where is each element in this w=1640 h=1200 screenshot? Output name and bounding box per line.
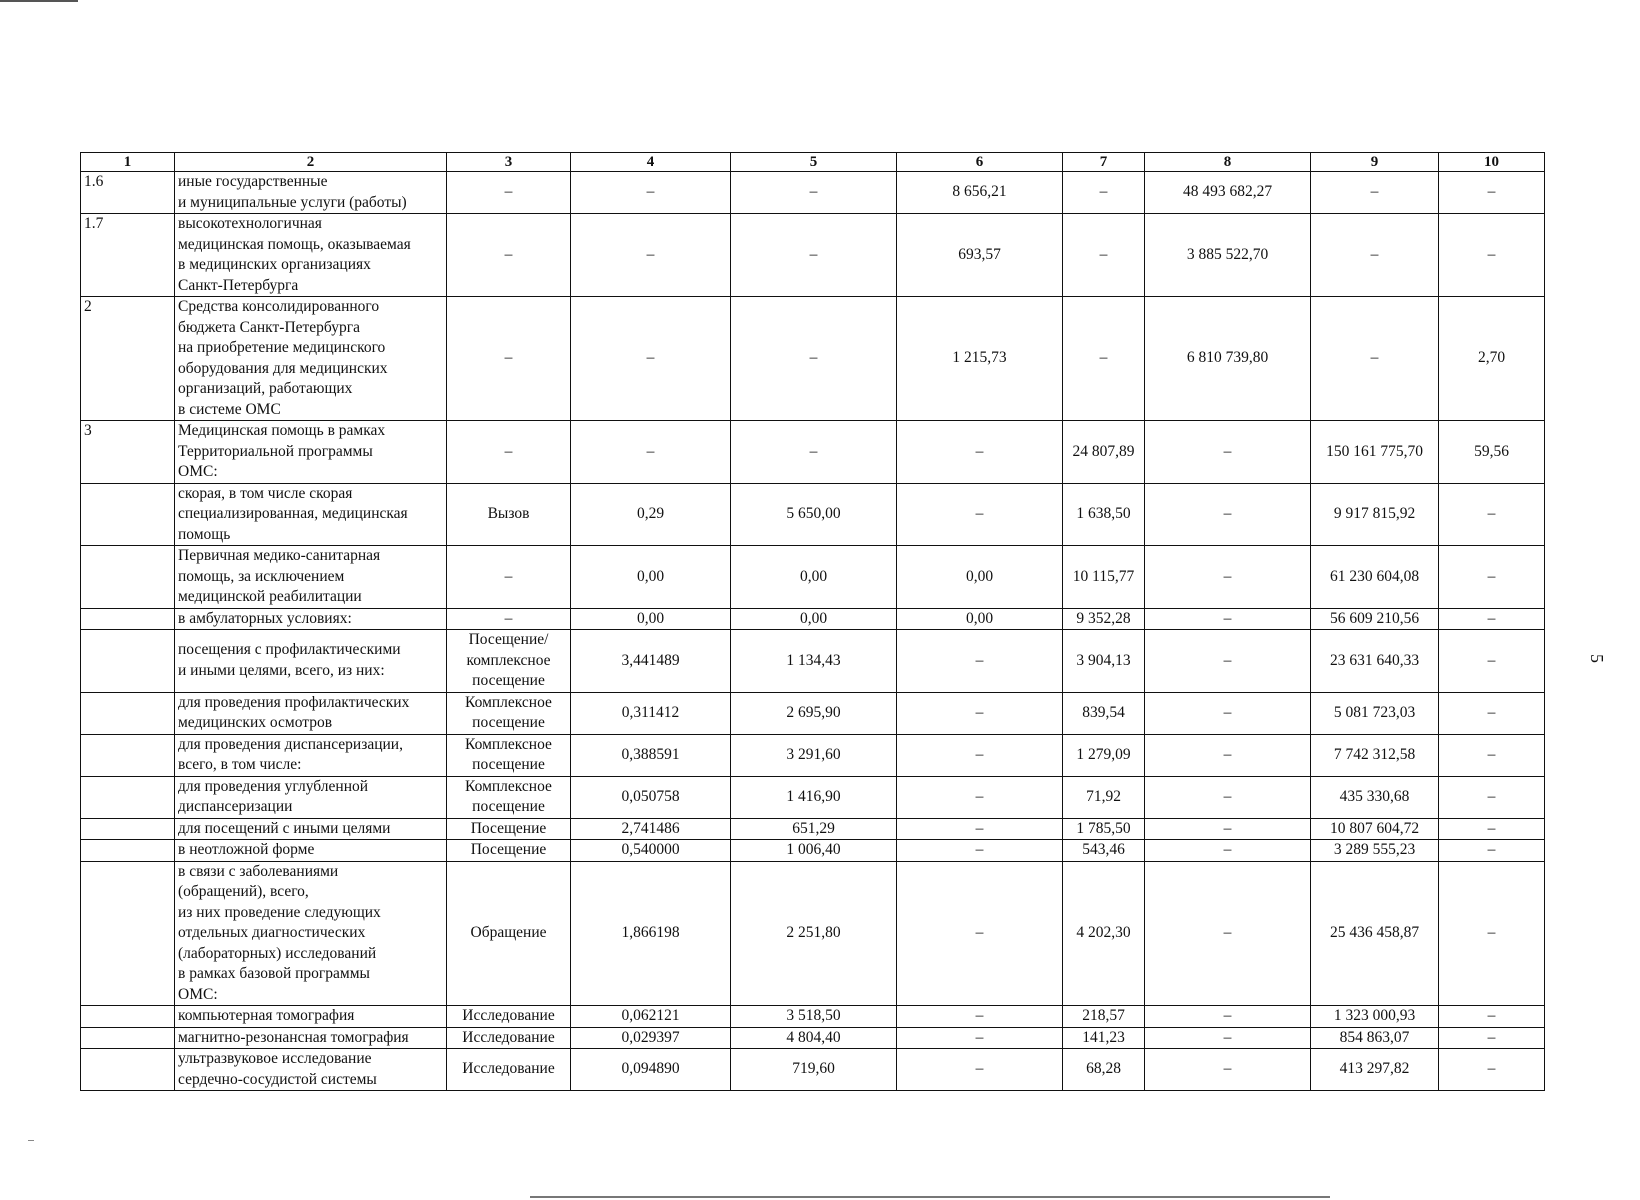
row-name-cell <box>175 608 447 630</box>
value-cell-5: – <box>731 297 897 421</box>
row-name-cell-line: (обращений), всего, <box>178 883 309 900</box>
row-name-cell-line: диспансеризации <box>178 798 293 815</box>
row-number-cell <box>81 861 175 1006</box>
value-cell-7: 10 115,77 <box>1063 546 1145 609</box>
value-cell-5: 1 006,40 <box>731 840 897 862</box>
row-name-cell-line: в неотложной форме <box>178 841 315 858</box>
value-cell-10: – <box>1439 1049 1545 1091</box>
row-name-cell-line: иные государственные <box>178 173 328 190</box>
value-cell-6: – <box>897 776 1063 818</box>
unit-cell <box>447 861 571 1006</box>
table-row <box>81 840 1545 862</box>
value-cell-7: 218,57 <box>1063 1006 1145 1028</box>
column-header: 3 <box>447 153 571 172</box>
unit-cell-line: посещение <box>472 672 545 689</box>
unit-cell-line: Исследование <box>462 1028 555 1046</box>
value-cell-5: – <box>731 214 897 297</box>
value-cell-8: – <box>1145 630 1311 693</box>
value-cell-10: – <box>1439 734 1545 776</box>
row-name-cell <box>175 421 447 484</box>
column-header: 2 <box>175 153 447 172</box>
scan-edge-mark-left <box>28 1140 34 1141</box>
value-cell-4: 0,00 <box>571 608 731 630</box>
value-cell-9: 56 609 210,56 <box>1311 608 1439 630</box>
value-cell-9: 1 323 000,93 <box>1311 1006 1439 1028</box>
table-row <box>81 1027 1545 1049</box>
unit-cell <box>447 214 571 297</box>
column-header: 4 <box>571 153 731 172</box>
value-cell-4: 0,540000 <box>571 840 731 862</box>
table-row <box>81 1049 1545 1091</box>
value-cell-7: 68,28 <box>1063 1049 1145 1091</box>
value-cell-6: – <box>897 692 1063 734</box>
row-name-cell-line: и иными целями, всего, из них: <box>178 661 385 679</box>
value-cell-6: – <box>897 1006 1063 1028</box>
value-cell-8: – <box>1145 421 1311 484</box>
row-name-cell-line: оборудования для медицинских <box>178 359 388 377</box>
row-name-cell-line: из них проведение следующих <box>178 903 381 921</box>
unit-cell <box>447 608 571 630</box>
value-cell-5: 0,00 <box>731 608 897 630</box>
row-name-cell-line: магнитно-резонансная томография <box>178 1028 409 1046</box>
table-body <box>81 153 1545 1091</box>
row-name-cell <box>175 861 447 1006</box>
row-name-cell-line: в медицинских организациях <box>178 256 371 273</box>
unit-cell <box>447 172 571 214</box>
page-number: 5 <box>1587 654 1607 663</box>
value-cell-7: 543,46 <box>1063 840 1145 862</box>
unit-cell-line: Исследование <box>462 1060 555 1078</box>
value-cell-6: – <box>897 483 1063 546</box>
value-cell-7: 9 352,28 <box>1063 608 1145 630</box>
unit-cell-line: Обращение <box>470 924 547 941</box>
row-name-cell-line: Средства консолидированного <box>178 298 380 315</box>
value-cell-6: 8 656,21 <box>897 172 1063 214</box>
value-cell-6: – <box>897 1027 1063 1049</box>
value-cell-9: 413 297,82 <box>1311 1049 1439 1091</box>
value-cell-8: 3 885 522,70 <box>1145 214 1311 297</box>
row-name-cell-line: для проведения диспансеризации, <box>178 735 403 753</box>
value-cell-7: 3 904,13 <box>1063 630 1145 693</box>
value-cell-6: – <box>897 861 1063 1006</box>
row-name-cell <box>175 297 447 421</box>
row-name-cell-line: на приобретение медицинского <box>178 339 386 356</box>
row-number-cell: 1.7 <box>81 214 175 297</box>
column-header: 8 <box>1145 153 1311 172</box>
table-row <box>81 861 1545 1006</box>
unit-cell <box>447 692 571 734</box>
value-cell-8: – <box>1145 840 1311 862</box>
value-cell-9: 150 161 775,70 <box>1311 421 1439 484</box>
row-number-cell <box>81 840 175 862</box>
row-name-cell-line: помощь <box>178 525 231 543</box>
value-cell-6: 1 215,73 <box>897 297 1063 421</box>
row-name-cell-line: Первичная медико-санитарная <box>178 547 381 564</box>
value-cell-8: – <box>1145 861 1311 1006</box>
unit-cell <box>447 297 571 421</box>
value-cell-6: – <box>897 421 1063 484</box>
unit-cell-line: посещение <box>472 714 545 731</box>
value-cell-7: 24 807,89 <box>1063 421 1145 484</box>
unit-cell-line: посещение <box>472 756 545 773</box>
row-number-cell <box>81 692 175 734</box>
value-cell-5: 1 416,90 <box>731 776 897 818</box>
unit-cell-line: Комплексное <box>465 693 552 711</box>
value-cell-5: 4 804,40 <box>731 1027 897 1049</box>
value-cell-4: 0,388591 <box>571 734 731 776</box>
row-number-cell <box>81 608 175 630</box>
value-cell-4: 2,741486 <box>571 818 731 840</box>
row-number-cell <box>81 1049 175 1091</box>
value-cell-7: 71,92 <box>1063 776 1145 818</box>
row-number-cell <box>81 734 175 776</box>
unit-cell <box>447 1049 571 1091</box>
value-cell-4: 3,441489 <box>571 630 731 693</box>
unit-cell-line: Посещение/ <box>468 631 549 648</box>
value-cell-10: – <box>1439 214 1545 297</box>
value-cell-7: – <box>1063 297 1145 421</box>
row-name-cell <box>175 1049 447 1091</box>
value-cell-10: – <box>1439 776 1545 818</box>
row-name-cell <box>175 818 447 840</box>
row-name-cell-line: в связи с заболеваниями <box>178 862 339 880</box>
value-cell-7: – <box>1063 172 1145 214</box>
row-name-cell-line: в системе ОМС <box>178 400 281 418</box>
row-name-cell-line: Территориальной программы <box>178 442 373 460</box>
table-row <box>81 692 1545 734</box>
unit-cell <box>447 776 571 818</box>
row-name-cell <box>175 734 447 776</box>
value-cell-6: 0,00 <box>897 608 1063 630</box>
row-number-cell: 2 <box>81 297 175 421</box>
value-cell-10: 59,56 <box>1439 421 1545 484</box>
value-cell-10: – <box>1439 630 1545 693</box>
value-cell-9: – <box>1311 214 1439 297</box>
value-cell-4: – <box>571 214 731 297</box>
value-cell-8: – <box>1145 1027 1311 1049</box>
table-row <box>81 214 1545 297</box>
value-cell-8: – <box>1145 734 1311 776</box>
value-cell-6: – <box>897 734 1063 776</box>
unit-cell-line: – <box>504 245 513 263</box>
value-cell-10: – <box>1439 1006 1545 1028</box>
table-row <box>81 630 1545 693</box>
row-number-cell <box>81 1006 175 1028</box>
row-name-cell-line: для посещений с иными целями <box>178 819 391 837</box>
unit-cell-line: Комплексное <box>465 777 552 795</box>
value-cell-6: 0,00 <box>897 546 1063 609</box>
value-cell-9: 61 230 604,08 <box>1311 546 1439 609</box>
value-cell-4: – <box>571 297 731 421</box>
value-cell-9: 854 863,07 <box>1311 1027 1439 1049</box>
row-name-cell-line: (лабораторных) исследований <box>178 944 377 962</box>
value-cell-9: 23 631 640,33 <box>1311 630 1439 693</box>
value-cell-8: – <box>1145 692 1311 734</box>
row-number-cell: 3 <box>81 421 175 484</box>
value-cell-5: 1 134,43 <box>731 630 897 693</box>
row-name-cell <box>175 776 447 818</box>
value-cell-7: 141,23 <box>1063 1027 1145 1049</box>
row-name-cell-line: для проведения углубленной <box>178 777 369 795</box>
table-row <box>81 172 1545 214</box>
row-name-cell-line: специализированная, медицинская <box>178 505 408 522</box>
value-cell-6: – <box>897 1049 1063 1091</box>
unit-cell <box>447 421 571 484</box>
value-cell-10: – <box>1439 483 1545 546</box>
row-number-cell <box>81 776 175 818</box>
value-cell-9: 7 742 312,58 <box>1311 734 1439 776</box>
row-name-cell-line: компьютерная томография <box>178 1007 355 1024</box>
row-name-cell-line: помощь, за исключением <box>178 567 345 585</box>
value-cell-5: 3 291,60 <box>731 734 897 776</box>
value-cell-9: 435 330,68 <box>1311 776 1439 818</box>
value-cell-5: 2 251,80 <box>731 861 897 1006</box>
value-cell-6: 693,57 <box>897 214 1063 297</box>
row-name-cell-line: высокотехнологичная <box>178 215 322 232</box>
column-header: 5 <box>731 153 897 172</box>
unit-cell-line: – <box>504 183 513 201</box>
column-header: 6 <box>897 153 1063 172</box>
row-name-cell <box>175 630 447 693</box>
row-name-cell <box>175 483 447 546</box>
row-name-cell <box>175 1006 447 1028</box>
value-cell-7: 4 202,30 <box>1063 861 1145 1006</box>
row-name-cell-line: в амбулаторных условиях: <box>178 609 352 627</box>
unit-cell-line: Вызов <box>487 505 530 522</box>
row-number-cell: 1.6 <box>81 172 175 214</box>
value-cell-10: – <box>1439 546 1545 609</box>
table-row <box>81 734 1545 776</box>
unit-cell <box>447 483 571 546</box>
unit-cell-line: Комплексное <box>465 735 552 753</box>
row-name-cell-line: скорая, в том числе скорая <box>178 484 353 502</box>
value-cell-6: – <box>897 818 1063 840</box>
row-name-cell-line: сердечно-сосудистой системы <box>178 1070 377 1088</box>
value-cell-10: – <box>1439 172 1545 214</box>
unit-cell <box>447 734 571 776</box>
unit-cell-line: – <box>504 567 513 585</box>
value-cell-8: – <box>1145 608 1311 630</box>
row-name-cell <box>175 214 447 297</box>
value-cell-4: 0,00 <box>571 546 731 609</box>
value-cell-9: 10 807 604,72 <box>1311 818 1439 840</box>
value-cell-9: – <box>1311 172 1439 214</box>
row-name-cell-line: в рамках базовой программы <box>178 965 370 982</box>
value-cell-10: – <box>1439 818 1545 840</box>
budget-table <box>80 152 1545 1091</box>
value-cell-4: 1,866198 <box>571 861 731 1006</box>
row-name-cell-line: ОМС: <box>178 463 218 480</box>
unit-cell-line: – <box>504 609 513 627</box>
table-row <box>81 776 1545 818</box>
value-cell-4: 0,094890 <box>571 1049 731 1091</box>
value-cell-8: 48 493 682,27 <box>1145 172 1311 214</box>
value-cell-4: 0,29 <box>571 483 731 546</box>
value-cell-7: 1 279,09 <box>1063 734 1145 776</box>
value-cell-5: 651,29 <box>731 818 897 840</box>
row-name-cell-line: ОМС: <box>178 985 218 1003</box>
row-name-cell-line: Санкт-Петербурга <box>178 276 299 294</box>
row-name-cell-line: и муниципальные услуги (работы) <box>178 193 407 211</box>
value-cell-4: 0,311412 <box>571 692 731 734</box>
row-number-cell <box>81 483 175 546</box>
value-cell-4: – <box>571 421 731 484</box>
row-name-cell-line: бюджета Санкт-Петербурга <box>178 318 360 336</box>
scan-edge-mark-bottom <box>530 1196 1330 1198</box>
table-row <box>81 546 1545 609</box>
scan-edge-mark-top <box>0 0 78 2</box>
row-number-cell <box>81 546 175 609</box>
column-header: 9 <box>1311 153 1439 172</box>
value-cell-9: 5 081 723,03 <box>1311 692 1439 734</box>
value-cell-10: 2,70 <box>1439 297 1545 421</box>
value-cell-4: 0,050758 <box>571 776 731 818</box>
value-cell-6: – <box>897 840 1063 862</box>
row-name-cell-line: медицинской реабилитации <box>178 588 362 605</box>
unit-cell <box>447 546 571 609</box>
unit-cell <box>447 1006 571 1028</box>
row-name-cell <box>175 1027 447 1049</box>
value-cell-5: 719,60 <box>731 1049 897 1091</box>
value-cell-10: – <box>1439 608 1545 630</box>
table-row <box>81 421 1545 484</box>
unit-cell <box>447 840 571 862</box>
value-cell-5: 2 695,90 <box>731 692 897 734</box>
value-cell-4: 0,029397 <box>571 1027 731 1049</box>
value-cell-5: 5 650,00 <box>731 483 897 546</box>
value-cell-7: – <box>1063 214 1145 297</box>
row-name-cell-line: посещения с профилактическими <box>178 641 401 659</box>
table-row <box>81 483 1545 546</box>
value-cell-7: 839,54 <box>1063 692 1145 734</box>
unit-cell-line: – <box>504 349 513 367</box>
row-name-cell-line: всего, в том числе: <box>178 756 302 773</box>
value-cell-8: – <box>1145 1049 1311 1091</box>
unit-cell-line: Исследование <box>462 1007 555 1024</box>
unit-cell <box>447 1027 571 1049</box>
unit-cell-line: – <box>504 442 513 460</box>
row-name-cell-line: отдельных диагностических <box>178 924 366 941</box>
value-cell-7: 1 638,50 <box>1063 483 1145 546</box>
value-cell-8: – <box>1145 483 1311 546</box>
row-name-cell-line: ультразвуковое исследование <box>178 1050 372 1067</box>
value-cell-5: – <box>731 172 897 214</box>
unit-cell-line: Посещение <box>470 819 547 837</box>
unit-cell <box>447 818 571 840</box>
table-row <box>81 608 1545 630</box>
value-cell-6: – <box>897 630 1063 693</box>
row-name-cell <box>175 840 447 862</box>
row-name-cell-line: Медицинская помощь в рамках <box>178 422 386 439</box>
row-number-cell <box>81 818 175 840</box>
column-header: 7 <box>1063 153 1145 172</box>
column-header: 10 <box>1439 153 1545 172</box>
value-cell-5: – <box>731 421 897 484</box>
value-cell-9: – <box>1311 297 1439 421</box>
value-cell-5: 3 518,50 <box>731 1006 897 1028</box>
row-name-cell-line: медицинских осмотров <box>178 714 333 731</box>
unit-cell-line: комплексное <box>466 651 551 669</box>
unit-cell <box>447 630 571 693</box>
row-number-cell <box>81 1027 175 1049</box>
row-name-cell-line: для проведения профилактических <box>178 693 410 711</box>
row-name-cell <box>175 546 447 609</box>
column-header: 1 <box>81 153 175 172</box>
row-name-cell <box>175 692 447 734</box>
value-cell-8: – <box>1145 818 1311 840</box>
value-cell-4: – <box>571 172 731 214</box>
value-cell-7: 1 785,50 <box>1063 818 1145 840</box>
row-number-cell <box>81 630 175 693</box>
value-cell-10: – <box>1439 840 1545 862</box>
unit-cell-line: посещение <box>472 798 545 815</box>
table-row <box>81 818 1545 840</box>
unit-cell-line: Посещение <box>470 841 547 858</box>
value-cell-10: – <box>1439 1027 1545 1049</box>
value-cell-9: 25 436 458,87 <box>1311 861 1439 1006</box>
value-cell-4: 0,062121 <box>571 1006 731 1028</box>
table-row <box>81 297 1545 421</box>
column-number-row <box>81 153 1545 172</box>
value-cell-8: – <box>1145 546 1311 609</box>
value-cell-8: – <box>1145 776 1311 818</box>
row-name-cell <box>175 172 447 214</box>
row-name-cell-line: медицинская помощь, оказываемая <box>178 235 411 253</box>
value-cell-10: – <box>1439 861 1545 1006</box>
value-cell-10: – <box>1439 692 1545 734</box>
row-name-cell-line: организаций, работающих <box>178 380 353 397</box>
value-cell-8: – <box>1145 1006 1311 1028</box>
value-cell-9: 9 917 815,92 <box>1311 483 1439 546</box>
value-cell-9: 3 289 555,23 <box>1311 840 1439 862</box>
table-row <box>81 1006 1545 1028</box>
value-cell-5: 0,00 <box>731 546 897 609</box>
value-cell-8: 6 810 739,80 <box>1145 297 1311 421</box>
